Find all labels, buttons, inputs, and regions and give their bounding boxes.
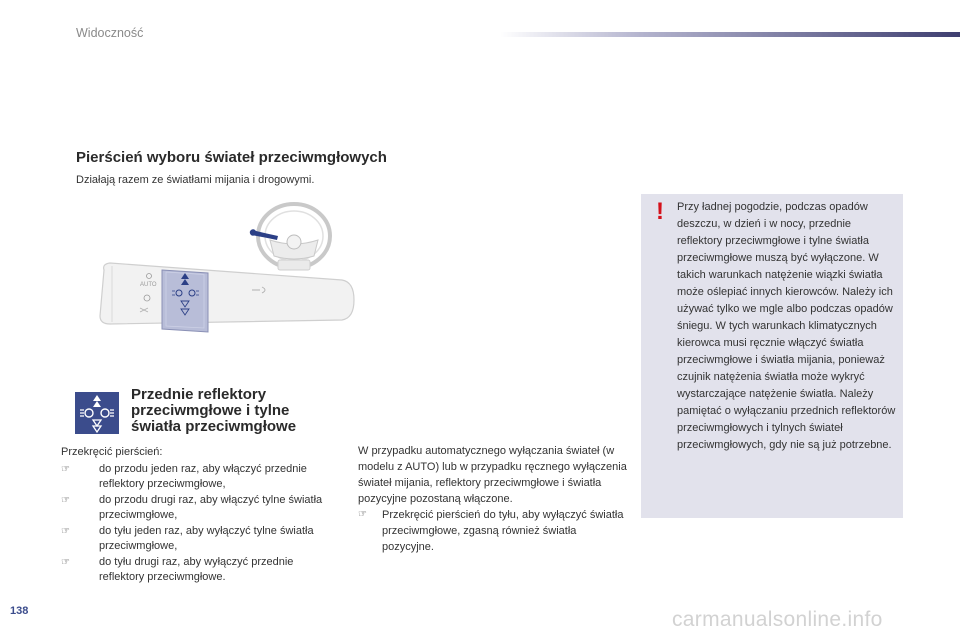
pointer-bullet-icon: ☞	[358, 509, 367, 520]
list-item-text: Przekręcić pierścień do tyłu, aby wyłączyć światła przeciwmgłowe, zgasną również światła pozycyjne.	[382, 509, 624, 553]
instructions-lead: Przekręcić pierścień:	[61, 446, 163, 458]
header-divider-bar	[500, 32, 960, 37]
list-item-text: do tyłu jeden raz, aby wyłączyć tylne światła przeciwmgłowe,	[99, 524, 314, 552]
page-number: 138	[10, 605, 29, 617]
list-item-text: do tyłu drugi raz, aby wyłączyć przednie reflektory przeciwmgłowe.	[99, 555, 294, 583]
pointer-bullet-icon: ☞	[61, 494, 70, 506]
instructions-block	[61, 445, 341, 586]
feature-title-line: przeciwmgłowe i tylne	[131, 402, 290, 419]
list-item	[61, 493, 341, 524]
watermark: carmanualsonline.info	[672, 608, 883, 631]
fog-light-stalk-illustration	[92, 200, 357, 350]
auto-mode-list	[358, 507, 628, 555]
pointer-bullet-icon: ☞	[61, 525, 70, 537]
auto-label: AUTO	[140, 282, 157, 288]
auto-mode-paragraph: W przypadku automatycznego wyłączania świateł (w modelu z AUTO) lub w przypadku ręcznego wyłączenia świateł mijania, reflektory przeciwmgłowe i światła pozycyjne pozostaną włączone.	[358, 445, 627, 505]
section-intro: Działają razem ze światłami mijania i drogowymi.	[76, 174, 315, 186]
chapter-title: Widoczność	[76, 26, 144, 40]
list-item-text: do przodu jeden raz, aby włączyć przednie reflektory przeciwmgłowe,	[99, 462, 307, 490]
warning-text: Przy ładnej pogodzie, podczas opadów deszczu, w dzień i w nocy, przednie reflektory przeciwmgłowe i tylne światła przeciwmgłowe muszą być wyłączone. W takich warunkach natężenie wiązki światła może oślepiać innych kierowców. Należy ich używać tylko we mgle albo podczas opadów śniegu. W tych warunkach klimatycznych kierowca musi ręcznie włączyć światła przeciwmgłowe i światła mijania, ponieważ czujnik natężenia światła może wykryć wystarczające natężenie światła. Należy pamiętać o wyłączaniu przednich reflektorów przeciwmgłowych i tylnych świateł przeciwmgłowych, gdy nie są już potrzebne.	[677, 201, 896, 451]
feature-title-line: światła przeciwmgłowe	[131, 418, 297, 435]
lighting-stalk-icon	[100, 263, 354, 332]
instructions-list	[61, 462, 341, 586]
list-item	[358, 507, 628, 555]
section-title: Pierścień wyboru świateł przeciwmgłowych	[76, 149, 387, 166]
list-item-text: do przodu drugi raz, aby włączyć tylne światła przeciwmgłowe,	[99, 493, 323, 521]
list-item	[61, 524, 341, 555]
list-item	[61, 555, 341, 586]
auto-mode-block	[358, 443, 628, 555]
warning-exclamation-icon: !	[656, 198, 664, 225]
list-item	[61, 462, 341, 493]
pointer-bullet-icon: ☞	[61, 463, 70, 475]
pointer-bullet-icon: ☞	[61, 556, 70, 568]
feature-title-line: Przednie reflektory	[131, 386, 267, 403]
fog-lights-icon	[75, 392, 119, 434]
feature-title	[131, 387, 331, 435]
stalk-pointer-icon	[250, 229, 278, 240]
